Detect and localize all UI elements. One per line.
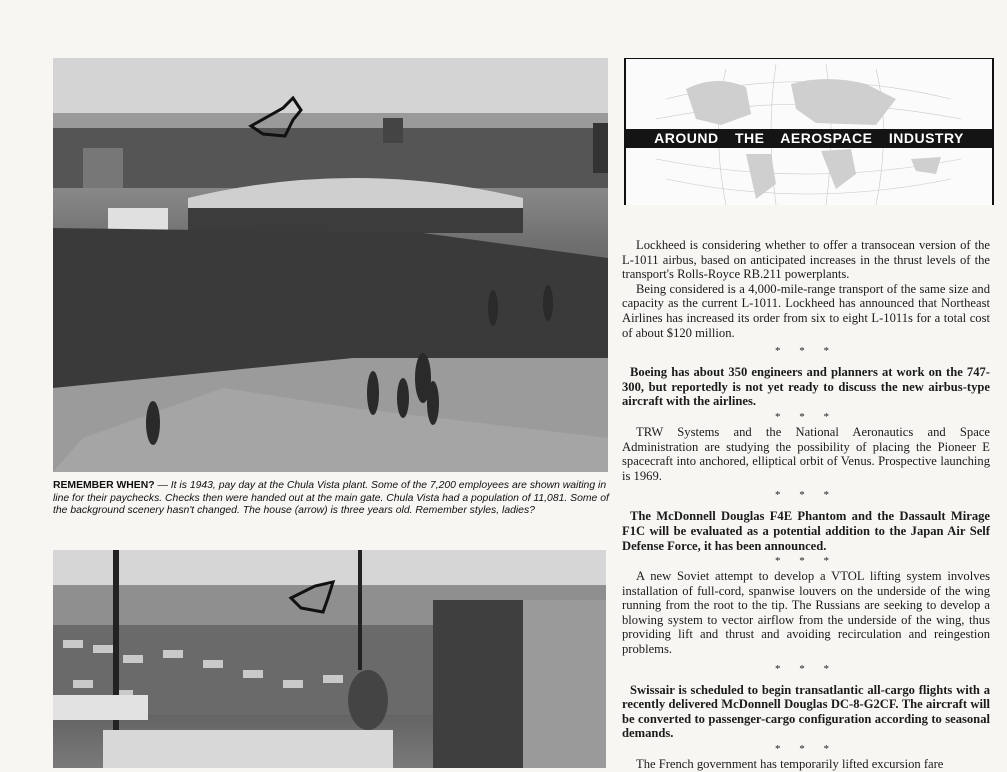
- photo-parking-lot-art: [53, 550, 606, 768]
- separator: * * *: [775, 345, 837, 358]
- paragraph-lockheed: Lockheed is considering whether to offer a transocean version of the L-1011 airbus, based on anticipated increases in the thrust levels of the transport's Rolls-Royce RB.211 powerplants.: [622, 238, 990, 282]
- paragraph-boeing: Boeing has about 350 engineers and planners at work on the 747-300, but reportedly is not yet ready to discuss the new airbus-type aircraft with the airlines.: [622, 365, 990, 409]
- section-banner: [624, 58, 994, 205]
- separator: * * *: [775, 743, 837, 756]
- caption-dash: —: [154, 480, 171, 491]
- paragraph-french: The French government has temporarily lifted excursion fare: [636, 757, 944, 772]
- paragraph-trw: TRW Systems and the National Aeronautics and Space Administration are studying the possibility of placing the Pioneer E spacecraft into anchored, elliptical orbit of Venus. Prospective launching is 1969.: [622, 424, 990, 483]
- separator: * * *: [775, 410, 837, 423]
- caption-lead: REMEMBER WHEN?: [53, 480, 155, 491]
- photo-parking-lot: [53, 550, 606, 768]
- photo-payday-crowd-art: [53, 58, 608, 472]
- paragraph-soviet: A new Soviet attempt to develop a VTOL lifting system involves installation of full-cord, spanwise louvers on the underside of the wing running from the root to the tip. The Russians are seeking to develop a blowing system to vector airflow from the underside of the wing, thus providing lift and thrust and avoiding recirculation and reingestion problems.: [622, 569, 990, 657]
- paragraph-swissair: Swissair is scheduled to begin transatlantic all-cargo flights with a recently delivered McDonnell Douglas DC-8-G2CF. The aircraft will be converted to passenger-cargo configuration according to seasonal demands.: [622, 682, 990, 741]
- caption-text: It is 1943, pay day at the Chula Vista plant. Some of the 7,200 employees are shown waiting in line for their paychecks. Checks then were handed out at the main gate. Chula Vista had a population of 11,081. Some of the background scenery hasn't changed. The house (arrow) is three years old. Remember styles, ladies?: [53, 480, 609, 516]
- banner-title: AROUND THE AEROSPACE INDUSTRY: [626, 129, 992, 148]
- photo-payday-crowd: [53, 58, 608, 472]
- paragraph-mcdonnell: The McDonnell Douglas F4E Phantom and the Dassault Mirage F1C will be evaluated as a potential addition to the Japan Air Self Defense Force, it has been announced.: [622, 509, 990, 553]
- paragraph-l1011: Being considered is a 4,000-mile-range transport of the same size and capacity as the current L-1011. Lockheed has announced that Northeast Airlines has increased its order from six to eight L-1011s for a total cost of about $120 million.: [622, 281, 990, 340]
- separator: * * *: [775, 555, 837, 568]
- photo-caption: [53, 480, 609, 518]
- separator: * * *: [775, 489, 837, 502]
- separator: * * *: [775, 662, 837, 675]
- news-column: [622, 238, 990, 772]
